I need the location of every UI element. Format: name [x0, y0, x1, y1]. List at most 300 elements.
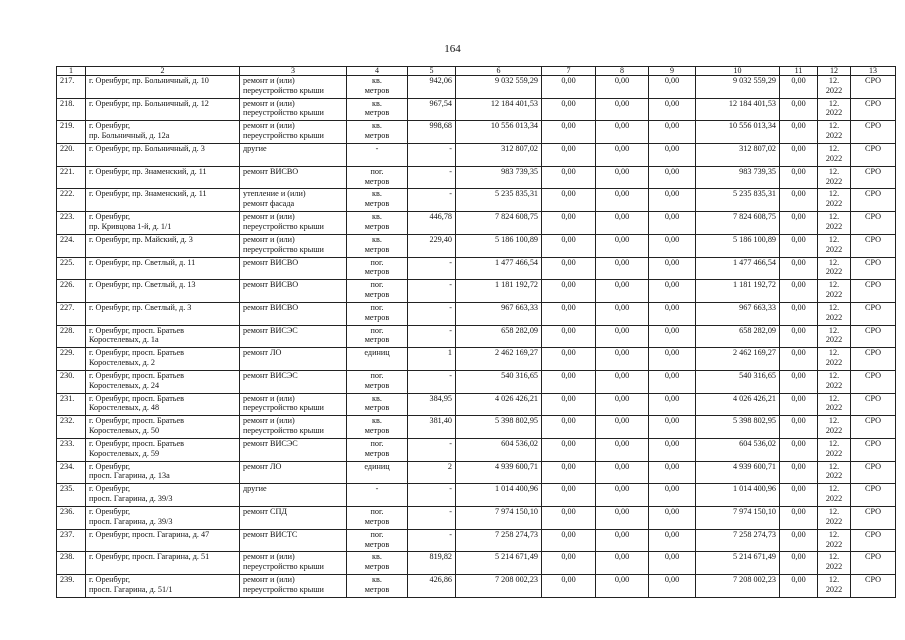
column-header: 12	[818, 67, 851, 76]
amount-cell: 0,00	[780, 370, 818, 393]
work-type-cell	[240, 461, 347, 484]
amount-cell: 0,00	[542, 439, 596, 462]
row-number: 233.	[57, 439, 86, 462]
amount-cell: 0,00	[542, 348, 596, 371]
completion-date-cell	[818, 189, 851, 212]
table-row	[57, 370, 896, 393]
address-cell-line: Коростелевых, д. 24	[89, 380, 160, 390]
amount-cell: 0,00	[596, 257, 649, 280]
completion-date-cell-line: 12.	[828, 484, 840, 494]
unit-cell-line: метров	[364, 108, 390, 118]
work-type-cell-line: ремонт и (или)	[243, 552, 295, 562]
row-number: 222.	[57, 189, 86, 212]
column-header: 5	[408, 67, 456, 76]
organization-cell: СРО	[851, 552, 896, 575]
work-type-cell-line: ремонт ВИСВО	[243, 302, 299, 312]
address-cell	[86, 166, 240, 189]
table-row	[57, 121, 896, 144]
address-cell	[86, 121, 240, 144]
unit-cell-line: кв.	[372, 98, 382, 108]
completion-date-cell	[818, 302, 851, 325]
work-type-cell	[240, 325, 347, 348]
address-cell-line: г. Оренбург, пр. Больничный, д. 12	[89, 98, 209, 108]
amount-cell: 0,00	[780, 416, 818, 439]
work-type-cell-line: другие	[243, 484, 267, 494]
address-cell	[86, 144, 240, 167]
address-cell	[86, 98, 240, 121]
fund-amount-cell: 2 462 169,27	[696, 348, 780, 371]
fund-amount-cell: 5 235 835,31	[696, 189, 780, 212]
unit-cell	[347, 439, 408, 462]
quantity-cell: -	[408, 189, 456, 212]
unit-cell-line: метров	[364, 85, 390, 95]
work-type-cell-line: ремонт ЛО	[243, 461, 282, 471]
amount-cell: 0,00	[649, 234, 696, 257]
address-cell-line: Коростелевых, д. 48	[89, 403, 160, 413]
completion-date-cell	[818, 325, 851, 348]
organization-cell: СРО	[851, 121, 896, 144]
organization-cell: СРО	[851, 348, 896, 371]
completion-date-cell	[818, 121, 851, 144]
address-cell	[86, 234, 240, 257]
organization-cell: СРО	[851, 234, 896, 257]
amount-cell: 0,00	[542, 325, 596, 348]
row-number: 221.	[57, 166, 86, 189]
amount-cell: 0,00	[596, 507, 649, 530]
completion-date-cell-line: 12.	[828, 439, 840, 448]
column-header: 13	[851, 67, 896, 76]
work-type-cell	[240, 76, 347, 99]
amount-cell: 0,00	[542, 529, 596, 552]
column-header: 10	[696, 67, 780, 76]
quantity-cell: 998,68	[408, 121, 456, 144]
address-cell	[86, 552, 240, 575]
completion-date-cell-line: 12.	[828, 393, 840, 403]
amount-cell: 0,00	[596, 189, 649, 212]
completion-date-cell-line: 12.	[828, 189, 840, 199]
column-header: 6	[456, 67, 542, 76]
total-cost-cell: 983 739,35	[456, 166, 542, 189]
amount-cell: 0,00	[542, 144, 596, 167]
fund-amount-cell: 10 556 013,34	[696, 121, 780, 144]
total-cost-cell: 4 026 426,21	[456, 393, 542, 416]
address-cell-line: г. Оренбург,	[89, 461, 131, 471]
organization-cell: СРО	[851, 166, 896, 189]
table-row	[57, 189, 896, 212]
fund-amount-cell: 1 181 192,72	[696, 280, 780, 303]
address-cell-line: Коростелевых, д. 2	[89, 358, 156, 368]
address-cell	[86, 484, 240, 507]
unit-cell-line: пог.	[370, 370, 384, 380]
address-cell	[86, 76, 240, 99]
amount-cell: 0,00	[596, 98, 649, 121]
organization-cell: СРО	[851, 507, 896, 530]
amount-cell: 0,00	[596, 234, 649, 257]
work-type-cell-line: переустройство крыши	[243, 426, 324, 436]
amount-cell: 0,00	[542, 234, 596, 257]
work-type-cell-line: другие	[243, 144, 267, 154]
amount-cell: 0,00	[596, 575, 649, 598]
unit-cell-line: метров	[364, 312, 390, 322]
amount-cell: 0,00	[542, 257, 596, 280]
work-type-cell	[240, 144, 347, 167]
unit-cell-line: метров	[364, 335, 390, 345]
table-row	[57, 166, 896, 189]
completion-date-cell	[818, 76, 851, 99]
address-cell-line: Коростелевых, д. 1а	[89, 335, 159, 345]
address-cell-line: г. Оренбург, просп. Братьев	[89, 416, 185, 426]
amount-cell: 0,00	[649, 212, 696, 235]
completion-date-cell-line: 12.	[828, 461, 840, 471]
address-cell-line: г. Оренбург,	[89, 121, 131, 131]
work-type-cell	[240, 121, 347, 144]
amount-cell: 0,00	[780, 348, 818, 371]
table-row	[57, 144, 896, 167]
total-cost-cell: 10 556 013,34	[456, 121, 542, 144]
total-cost-cell: 9 032 559,29	[456, 76, 542, 99]
address-cell-line: г. Оренбург, пр. Светлый, д. 3	[89, 302, 192, 312]
unit-cell-line: кв.	[372, 393, 382, 403]
completion-date-cell-line: 2022	[825, 85, 843, 95]
completion-date-cell	[818, 439, 851, 462]
work-type-cell	[240, 529, 347, 552]
organization-cell: СРО	[851, 370, 896, 393]
unit-cell-line: единиц	[364, 461, 390, 471]
amount-cell: 0,00	[780, 212, 818, 235]
work-type-cell-line: ремонт ВИСТС	[243, 529, 298, 539]
unit-cell	[347, 189, 408, 212]
completion-date-cell-line: 12.	[828, 144, 840, 154]
quantity-cell: 1	[408, 348, 456, 371]
amount-cell: 0,00	[596, 484, 649, 507]
work-type-cell-line: переустройство крыши	[243, 562, 324, 572]
fund-amount-cell: 5 186 100,89	[696, 234, 780, 257]
quantity-cell: 384,95	[408, 393, 456, 416]
address-cell-line: г. Оренбург,	[89, 484, 131, 494]
address-cell-line: г. Оренбург, просп. Братьев	[89, 325, 185, 335]
unit-cell-line: кв.	[372, 212, 382, 222]
completion-date-cell-line: 2022	[825, 471, 843, 481]
address-cell	[86, 439, 240, 462]
total-cost-cell: 7 824 608,75	[456, 212, 542, 235]
amount-cell: 0,00	[596, 302, 649, 325]
unit-cell	[347, 370, 408, 393]
amount-cell: 0,00	[780, 257, 818, 280]
fund-amount-cell: 7 208 002,23	[696, 575, 780, 598]
completion-date-cell-line: 12.	[828, 76, 840, 85]
table-row	[57, 393, 896, 416]
quantity-cell: 229,40	[408, 234, 456, 257]
completion-date-cell-line: 2022	[825, 584, 843, 594]
completion-date-cell-line: 12.	[828, 575, 840, 585]
amount-cell: 0,00	[596, 439, 649, 462]
address-cell-line: г. Оренбург, пр. Знаменский, д. 11	[89, 166, 207, 176]
amount-cell: 0,00	[542, 393, 596, 416]
unit-cell	[347, 393, 408, 416]
column-header: 1	[57, 67, 86, 76]
completion-date-cell-line: 12.	[828, 257, 840, 267]
unit-cell-line: -	[375, 484, 379, 494]
total-cost-cell: 604 536,02	[456, 439, 542, 462]
total-cost-cell: 540 316,65	[456, 370, 542, 393]
work-type-cell-line: ремонт и (или)	[243, 76, 295, 85]
table-row	[57, 212, 896, 235]
quantity-cell: 446,78	[408, 212, 456, 235]
amount-cell: 0,00	[596, 552, 649, 575]
completion-date-cell-line: 2022	[825, 153, 843, 163]
total-cost-cell: 7 208 002,23	[456, 575, 542, 598]
work-type-cell-line: ремонт и (или)	[243, 121, 295, 131]
quantity-cell: 942,06	[408, 76, 456, 99]
quantity-cell: 2	[408, 461, 456, 484]
organization-cell: СРО	[851, 325, 896, 348]
completion-date-cell-line: 12.	[828, 416, 840, 426]
table-row	[57, 348, 896, 371]
amount-cell: 0,00	[542, 575, 596, 598]
address-cell-line: Коростелевых, д. 50	[89, 426, 160, 436]
fund-amount-cell: 5 214 671,49	[696, 552, 780, 575]
unit-cell-line: метров	[364, 516, 390, 526]
address-cell-line: г. Оренбург, пр. Больничный, д. 3	[89, 144, 205, 154]
work-type-cell	[240, 98, 347, 121]
amount-cell: 0,00	[780, 461, 818, 484]
unit-cell-line: метров	[364, 289, 390, 299]
organization-cell: СРО	[851, 439, 896, 462]
work-type-cell	[240, 189, 347, 212]
unit-cell-line: метров	[364, 380, 390, 390]
work-type-cell-line: ремонт и (или)	[243, 98, 295, 108]
amount-cell: 0,00	[780, 189, 818, 212]
amount-cell: 0,00	[596, 529, 649, 552]
amount-cell: 0,00	[649, 507, 696, 530]
amount-cell: 0,00	[649, 325, 696, 348]
total-cost-cell: 658 282,09	[456, 325, 542, 348]
total-cost-cell: 1 014 400,96	[456, 484, 542, 507]
work-type-cell	[240, 393, 347, 416]
organization-cell: СРО	[851, 575, 896, 598]
amount-cell: 0,00	[649, 98, 696, 121]
unit-cell-line: -	[375, 144, 379, 154]
amount-cell: 0,00	[780, 121, 818, 144]
total-cost-cell: 5 398 802,95	[456, 416, 542, 439]
amount-cell: 0,00	[542, 76, 596, 99]
amount-cell: 0,00	[649, 76, 696, 99]
amount-cell: 0,00	[542, 280, 596, 303]
completion-date-cell-line: 2022	[825, 221, 843, 231]
work-type-cell-line: ремонт и (или)	[243, 416, 295, 426]
row-number: 217.	[57, 76, 86, 99]
work-type-cell	[240, 575, 347, 598]
unit-cell	[347, 98, 408, 121]
amount-cell: 0,00	[542, 461, 596, 484]
unit-cell	[347, 529, 408, 552]
work-type-cell	[240, 348, 347, 371]
unit-cell-line: метров	[364, 244, 390, 254]
organization-cell: СРО	[851, 461, 896, 484]
amount-cell: 0,00	[542, 370, 596, 393]
work-type-cell	[240, 484, 347, 507]
address-cell	[86, 393, 240, 416]
row-number: 227.	[57, 302, 86, 325]
unit-cell-line: кв.	[372, 121, 382, 131]
amount-cell: 0,00	[780, 439, 818, 462]
amount-cell: 0,00	[780, 76, 818, 99]
work-type-cell	[240, 507, 347, 530]
fund-amount-cell: 658 282,09	[696, 325, 780, 348]
completion-date-cell	[818, 98, 851, 121]
fund-amount-cell: 983 739,35	[696, 166, 780, 189]
amount-cell: 0,00	[649, 302, 696, 325]
address-cell	[86, 257, 240, 280]
unit-cell-line: пог.	[370, 529, 384, 539]
address-cell-line: просп. Гагарина, д. 51/1	[89, 584, 173, 594]
row-number: 239.	[57, 575, 86, 598]
amount-cell: 0,00	[542, 484, 596, 507]
completion-date-cell-line: 12.	[828, 529, 840, 539]
completion-date-cell	[818, 234, 851, 257]
table-body	[57, 76, 896, 598]
quantity-cell: 426,86	[408, 575, 456, 598]
address-cell-line: г. Оренбург,	[89, 507, 131, 517]
unit-cell-line: кв.	[372, 189, 382, 199]
table-row	[57, 416, 896, 439]
completion-date-cell	[818, 370, 851, 393]
completion-date-cell-line: 12.	[828, 234, 840, 244]
completion-date-cell-line: 2022	[825, 289, 843, 299]
address-cell-line: г. Оренбург, пр. Майский, д. 3	[89, 234, 193, 244]
work-type-cell-line: ремонт и (или)	[243, 212, 295, 222]
fund-amount-cell: 4 026 426,21	[696, 393, 780, 416]
unit-cell	[347, 507, 408, 530]
table-row	[57, 257, 896, 280]
row-number: 236.	[57, 507, 86, 530]
amount-cell: 0,00	[542, 416, 596, 439]
quantity-cell: -	[408, 257, 456, 280]
amount-cell: 0,00	[542, 302, 596, 325]
work-type-cell-line: переустройство крыши	[243, 131, 324, 141]
unit-cell-line: пог.	[370, 302, 384, 312]
table-row	[57, 439, 896, 462]
completion-date-cell-line: 12.	[828, 212, 840, 222]
fund-amount-cell: 7 824 608,75	[696, 212, 780, 235]
completion-date-cell-line: 2022	[825, 494, 843, 504]
column-header: 7	[542, 67, 596, 76]
completion-date-cell-line: 2022	[825, 516, 843, 526]
work-type-cell-line: переустройство крыши	[243, 584, 324, 594]
unit-cell-line: метров	[364, 199, 390, 209]
organization-cell: СРО	[851, 416, 896, 439]
quantity-cell: -	[408, 507, 456, 530]
table-row	[57, 280, 896, 303]
completion-date-cell	[818, 484, 851, 507]
column-header: 2	[86, 67, 240, 76]
completion-date-cell-line: 12.	[828, 280, 840, 290]
completion-date-cell-line: 2022	[825, 426, 843, 436]
total-cost-cell: 12 184 401,53	[456, 98, 542, 121]
amount-cell: 0,00	[649, 393, 696, 416]
column-header: 8	[596, 67, 649, 76]
column-header: 4	[347, 67, 408, 76]
unit-cell-line: кв.	[372, 234, 382, 244]
column-header: 11	[780, 67, 818, 76]
fund-amount-cell: 604 536,02	[696, 439, 780, 462]
row-number: 225.	[57, 257, 86, 280]
completion-date-cell	[818, 280, 851, 303]
address-cell-line: пр. Больничный, д. 12а	[89, 131, 170, 141]
amount-cell: 0,00	[649, 144, 696, 167]
total-cost-cell: 1 477 466,54	[456, 257, 542, 280]
amount-cell: 0,00	[596, 144, 649, 167]
unit-cell	[347, 212, 408, 235]
organization-cell: СРО	[851, 189, 896, 212]
amount-cell: 0,00	[542, 189, 596, 212]
amount-cell: 0,00	[780, 393, 818, 416]
unit-cell-line: метров	[364, 562, 390, 572]
amount-cell: 0,00	[596, 416, 649, 439]
amount-cell: 0,00	[596, 121, 649, 144]
unit-cell-line: пог.	[370, 280, 384, 290]
address-cell	[86, 370, 240, 393]
row-number: 224.	[57, 234, 86, 257]
amount-cell: 0,00	[649, 552, 696, 575]
quantity-cell: -	[408, 529, 456, 552]
completion-date-cell-line: 12.	[828, 302, 840, 312]
fund-amount-cell: 7 974 150,10	[696, 507, 780, 530]
unit-cell-line: пог.	[370, 325, 384, 335]
total-cost-cell: 1 181 192,72	[456, 280, 542, 303]
quantity-cell: -	[408, 166, 456, 189]
address-cell-line: г. Оренбург, пр. Знаменский, д. 11	[89, 189, 207, 199]
work-type-cell	[240, 370, 347, 393]
completion-date-cell-line: 12.	[828, 166, 840, 176]
amount-cell: 0,00	[649, 529, 696, 552]
completion-date-cell	[818, 461, 851, 484]
unit-cell	[347, 76, 408, 99]
completion-date-cell-line: 2022	[825, 335, 843, 345]
fund-amount-cell: 5 398 802,95	[696, 416, 780, 439]
amount-cell: 0,00	[780, 302, 818, 325]
organization-cell: СРО	[851, 393, 896, 416]
unit-cell-line: метров	[364, 267, 390, 277]
work-type-cell-line: ремонт ВИСВО	[243, 257, 299, 267]
address-cell	[86, 212, 240, 235]
completion-date-cell-line: 2022	[825, 562, 843, 572]
quantity-cell: 819,82	[408, 552, 456, 575]
amount-cell: 0,00	[780, 552, 818, 575]
row-number: 238.	[57, 552, 86, 575]
address-cell-line: просп. Гагарина, д. 13а	[89, 471, 170, 481]
quantity-cell: 967,54	[408, 98, 456, 121]
amount-cell: 0,00	[649, 461, 696, 484]
work-type-cell-line: ремонт ВИСВО	[243, 166, 299, 176]
address-cell-line: пр. Кривцова 1-й, д. 1/1	[89, 221, 172, 231]
completion-date-cell-line: 2022	[825, 176, 843, 186]
completion-date-cell	[818, 144, 851, 167]
work-type-cell-line: ремонт ВИСЭС	[243, 439, 298, 448]
column-header: 3	[240, 67, 347, 76]
amount-cell: 0,00	[649, 416, 696, 439]
completion-date-cell-line: 2022	[825, 131, 843, 141]
address-cell-line: г. Оренбург, пр. Больничный, д. 10	[89, 76, 209, 85]
quantity-cell: -	[408, 484, 456, 507]
table-row	[57, 234, 896, 257]
completion-date-cell-line: 12.	[828, 507, 840, 517]
amount-cell: 0,00	[780, 507, 818, 530]
work-type-cell	[240, 439, 347, 462]
work-type-cell-line: ремонт ЛО	[243, 348, 282, 358]
amount-cell: 0,00	[542, 98, 596, 121]
work-type-cell-line: ремонт фасада	[243, 199, 295, 209]
